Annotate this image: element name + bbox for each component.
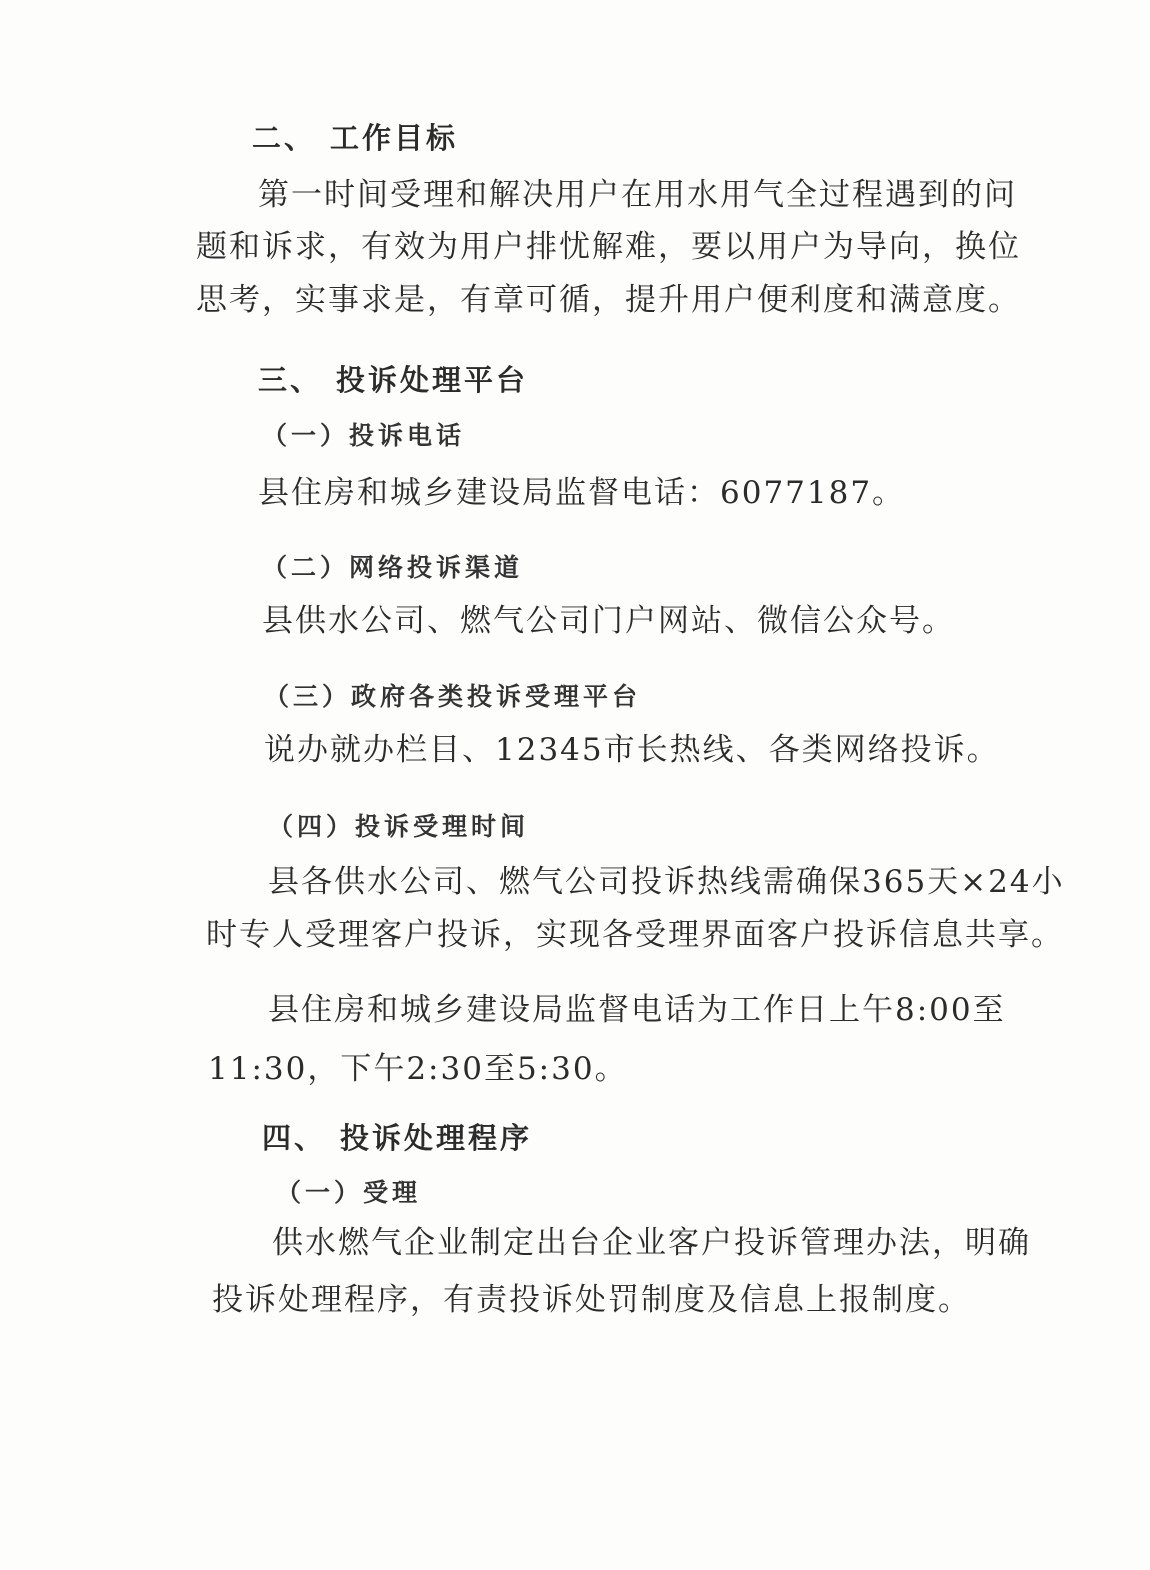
paragraph-line: 时专人受理客户投诉，实现各受理界面客户投诉信息共享。	[206, 917, 1064, 953]
section-heading-complaint-platform	[258, 363, 529, 397]
section-number: 四、	[262, 1121, 327, 1155]
section-title: 投诉处理平台	[336, 363, 529, 397]
paragraph-line: 供水燃气企业制定出台企业客户投诉管理办法，明确	[272, 1225, 1031, 1261]
paragraph-line: 11:30，下午2:30至5:30。	[208, 1051, 628, 1087]
paragraph-line: 题和诉求，有效为用户排忧解难，要以用户为导向，换位	[196, 229, 1021, 265]
paragraph-line: 第一时间受理和解决用户在用水用气全过程遇到的问	[258, 177, 1017, 213]
section-heading-work-goals	[252, 121, 459, 155]
subheading-acceptance-time: （四）投诉受理时间	[268, 812, 530, 841]
subheading-government-platforms: （三）政府各类投诉受理平台	[264, 682, 642, 711]
paragraph-line: 思考，实事求是，有章可循，提升用户便利度和满意度。	[196, 282, 1021, 318]
paragraph-line: 说办就办栏目、12345市长热线、各类网络投诉。	[264, 732, 1000, 768]
paragraph-line: 县各供水公司、燃气公司投诉热线需确保365天×24小	[268, 864, 1065, 900]
paragraph-line: 县住房和城乡建设局监督电话：6077187。	[258, 475, 906, 511]
section-heading-complaint-procedure	[262, 1121, 533, 1155]
paragraph-line: 县供水公司、燃气公司门户网站、微信公众号。	[262, 603, 955, 639]
section-title: 投诉处理程序	[340, 1121, 533, 1155]
subheading-acceptance: （一）受理	[276, 1178, 422, 1207]
subheading-complaint-phone: （一）投诉电话	[262, 421, 466, 450]
paragraph-line: 投诉处理程序，有责投诉处罚制度及信息上报制度。	[212, 1282, 971, 1318]
section-number: 二、	[252, 121, 317, 155]
subheading-online-channels: （二）网络投诉渠道	[262, 553, 524, 582]
section-number: 三、	[258, 363, 323, 397]
section-title: 工作目标	[330, 121, 459, 155]
paragraph-line: 县住房和城乡建设局监督电话为工作日上午8:00至	[268, 992, 1006, 1028]
